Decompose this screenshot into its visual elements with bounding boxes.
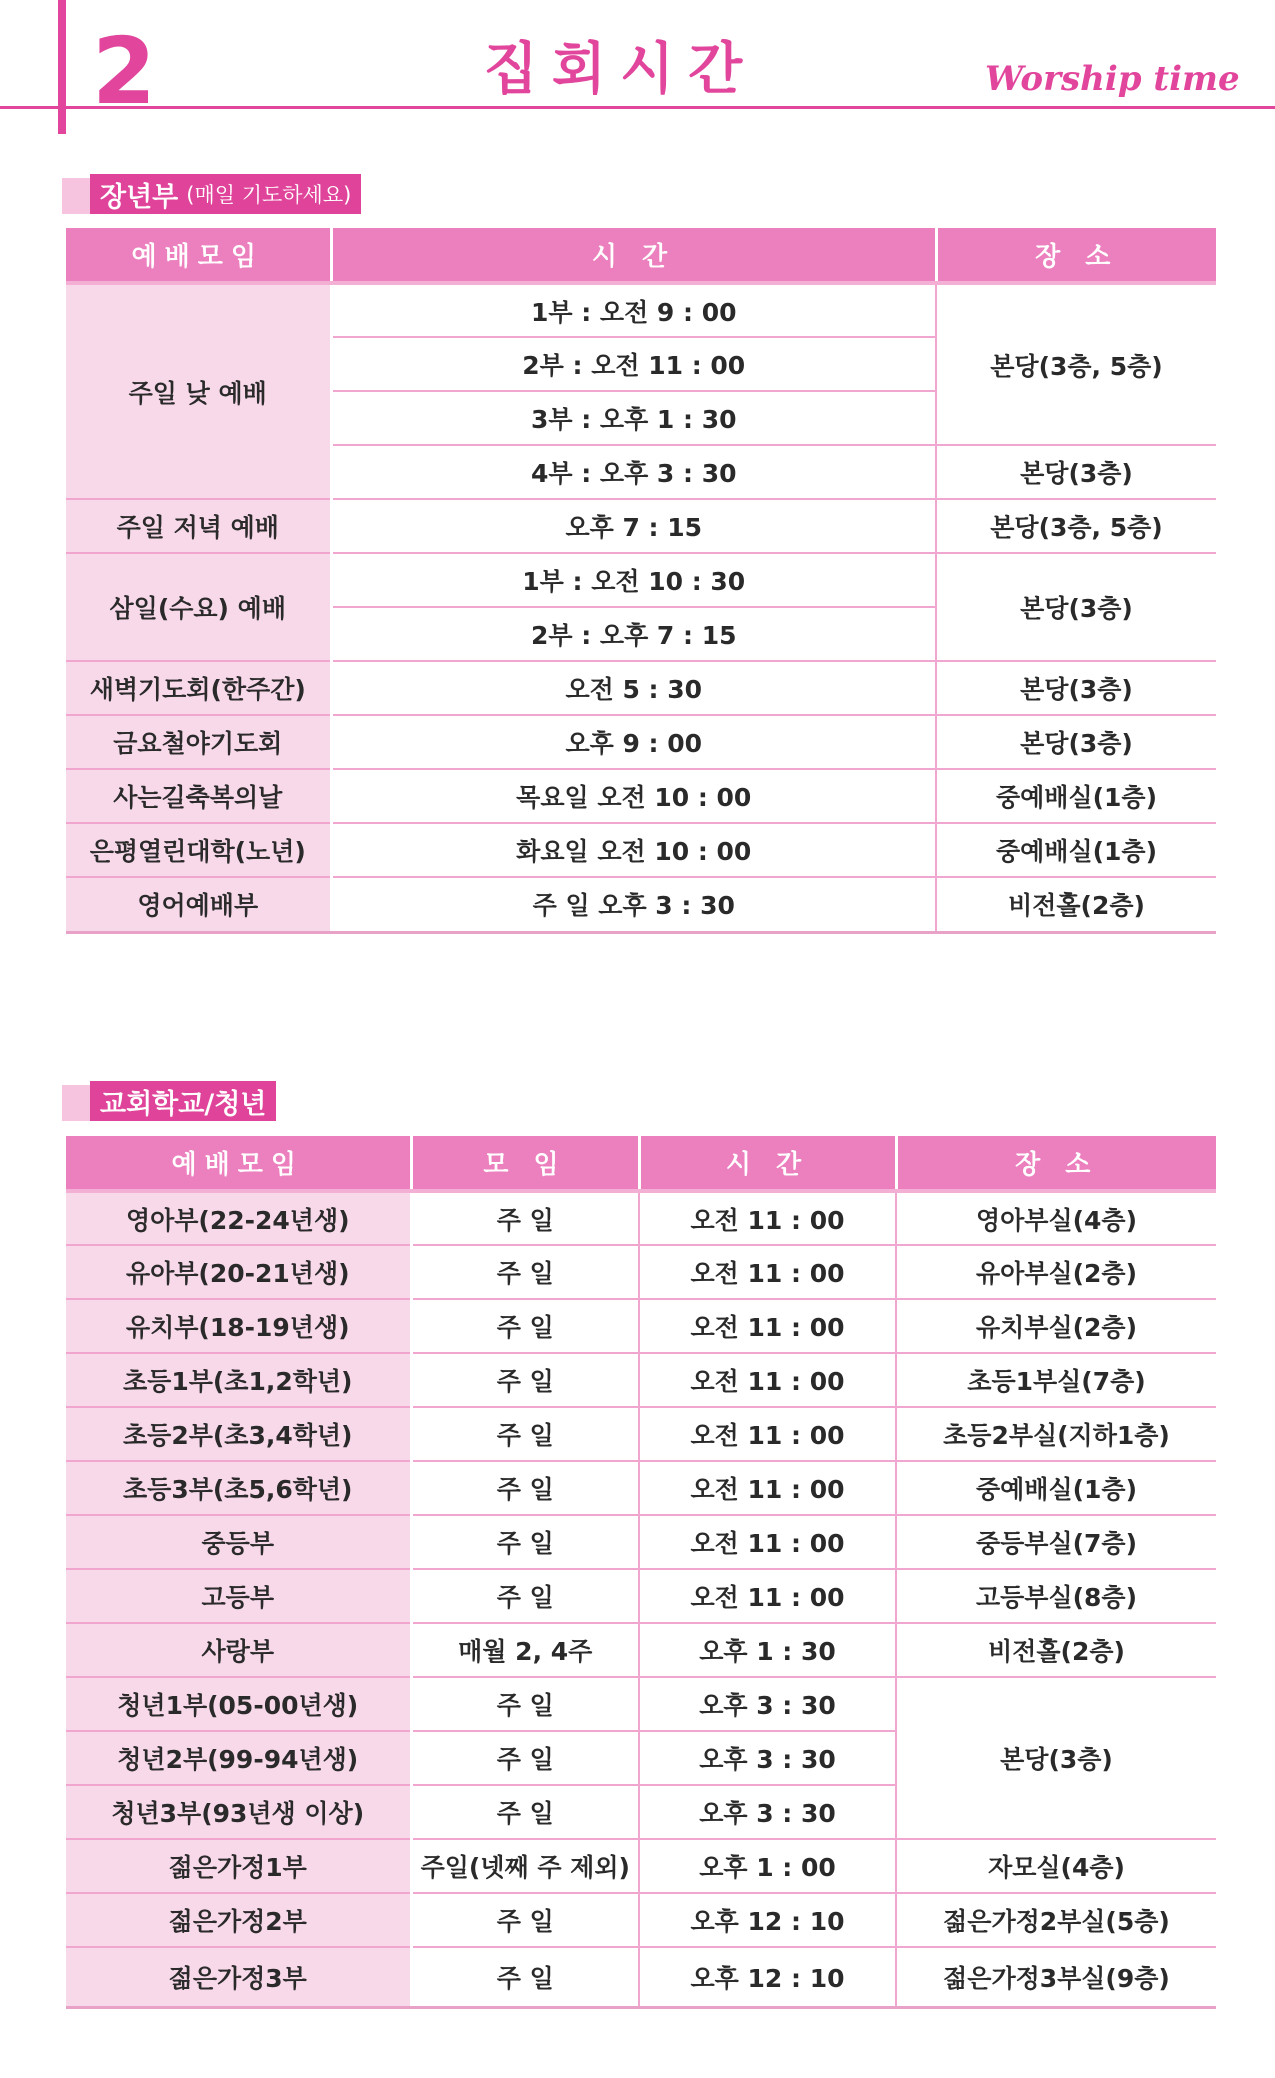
table-row [66, 283, 1216, 337]
table-row [66, 715, 1216, 769]
page-title: 집회시간 [483, 37, 757, 102]
meeting-time: 오전 5 : 30 [331, 661, 936, 715]
meeting-place: 본당(3층) [896, 1677, 1216, 1839]
meeting-place: 본당(3층) [936, 553, 1216, 661]
meeting-place: 본당(3층, 5층) [936, 283, 1216, 445]
table-row [66, 1623, 1216, 1677]
table-row [66, 1245, 1216, 1299]
meeting-name: 초등1부(초1,2학년) [66, 1353, 411, 1407]
meeting-place: 본당(3층) [936, 445, 1216, 499]
meeting-time: 오후 1 : 30 [639, 1623, 896, 1677]
meeting-name: 초등3부(초5,6학년) [66, 1461, 411, 1515]
meeting-time: 화요일 오전 10 : 00 [331, 823, 936, 877]
meeting-name: 삼일(수요) 예배 [66, 553, 331, 661]
col-header-meeting: 예배모임 [66, 228, 331, 283]
meeting-day: 주 일 [411, 1515, 639, 1569]
section-title-adult: 장년부 [100, 181, 179, 213]
meeting-name: 은평열린대학(노년) [66, 823, 331, 877]
meeting-name: 사는길축복의날 [66, 769, 331, 823]
page-number: 2 [92, 18, 157, 125]
col-header-place: 장 소 [896, 1136, 1216, 1191]
meeting-name: 영아부(22-24년생) [66, 1191, 411, 1245]
col-header-time: 시 간 [639, 1136, 896, 1191]
meeting-time: 오후 7 : 15 [331, 499, 936, 553]
section-title-school: 교회학교/청년 [100, 1088, 267, 1120]
header-rule [0, 106, 1275, 109]
meeting-name: 주일 저녁 예배 [66, 499, 331, 553]
meeting-name: 금요철야기도회 [66, 715, 331, 769]
meeting-name: 유치부(18-19년생) [66, 1299, 411, 1353]
meeting-day: 주 일 [411, 1569, 639, 1623]
col-header-time: 시 간 [331, 228, 936, 283]
meeting-time: 오후 3 : 30 [639, 1731, 896, 1785]
meeting-place: 젊은가정2부실(5층) [896, 1893, 1216, 1947]
meeting-time: 2부 : 오전 11 : 00 [331, 337, 936, 391]
meeting-time: 오후 3 : 30 [639, 1785, 896, 1839]
meeting-time: 1부 : 오전 9 : 00 [331, 283, 936, 337]
meeting-name: 젊은가정1부 [66, 1839, 411, 1893]
page-subtitle: Worship time [985, 59, 1240, 99]
meeting-day: 주 일 [411, 1893, 639, 1947]
meeting-time: 오전 11 : 00 [639, 1569, 896, 1623]
meeting-place: 비전홀(2층) [896, 1623, 1216, 1677]
table-row [66, 1515, 1216, 1569]
meeting-name: 청년1부(05-00년생) [66, 1677, 411, 1731]
table-row [66, 1947, 1216, 2007]
meeting-time: 오전 11 : 00 [639, 1407, 896, 1461]
meeting-day: 주 일 [411, 1461, 639, 1515]
section-label-tag [90, 174, 361, 214]
meeting-day: 매월 2, 4주 [411, 1623, 639, 1677]
meeting-place: 초등1부실(7층) [896, 1353, 1216, 1407]
table-row [66, 1299, 1216, 1353]
table-row [66, 661, 1216, 715]
meeting-name: 청년2부(99-94년생) [66, 1731, 411, 1785]
meeting-day: 주 일 [411, 1407, 639, 1461]
meeting-place: 중예배실(1층) [896, 1461, 1216, 1515]
col-header-meeting: 예배모임 [66, 1136, 411, 1191]
meeting-place: 고등부실(8층) [896, 1569, 1216, 1623]
table-row [66, 1569, 1216, 1623]
meeting-time: 오전 11 : 00 [639, 1461, 896, 1515]
section-label-tag [90, 1081, 276, 1121]
meeting-day: 주 일 [411, 1299, 639, 1353]
adult-schedule-table [66, 228, 1216, 934]
school-schedule-table [66, 1136, 1216, 2009]
table-row [66, 553, 1216, 607]
table-row [66, 877, 1216, 932]
meeting-time: 오후 1 : 00 [639, 1839, 896, 1893]
section-note-adult: (매일 기도하세요) [186, 183, 352, 207]
meeting-place: 영아부실(4층) [896, 1191, 1216, 1245]
col-header-place: 장 소 [936, 228, 1216, 283]
meeting-day: 주 일 [411, 1785, 639, 1839]
table-row [66, 1353, 1216, 1407]
col-header-day: 모 임 [411, 1136, 639, 1191]
meeting-place: 유아부실(2층) [896, 1245, 1216, 1299]
meeting-place: 중등부실(7층) [896, 1515, 1216, 1569]
meeting-day: 주 일 [411, 1191, 639, 1245]
meeting-time: 오전 11 : 00 [639, 1299, 896, 1353]
meeting-name: 주일 낮 예배 [66, 283, 331, 499]
meeting-name: 사랑부 [66, 1623, 411, 1677]
meeting-name: 중등부 [66, 1515, 411, 1569]
table-row [66, 1839, 1216, 1893]
meeting-time: 4부 : 오후 3 : 30 [331, 445, 936, 499]
table-row [66, 1893, 1216, 1947]
table-row [66, 1461, 1216, 1515]
meeting-day: 주 일 [411, 1245, 639, 1299]
meeting-time: 오후 12 : 10 [639, 1947, 896, 2007]
meeting-place: 젊은가정3부실(9층) [896, 1947, 1216, 2007]
table-row [66, 769, 1216, 823]
meeting-day: 주 일 [411, 1677, 639, 1731]
meeting-name: 고등부 [66, 1569, 411, 1623]
meeting-time: 오후 9 : 00 [331, 715, 936, 769]
meeting-place: 초등2부실(지하1층) [896, 1407, 1216, 1461]
meeting-time: 주 일 오후 3 : 30 [331, 877, 936, 932]
section-label-shadow [62, 1085, 92, 1121]
meeting-time: 오후 12 : 10 [639, 1893, 896, 1947]
meeting-time: 1부 : 오전 10 : 30 [331, 553, 936, 607]
meeting-place: 유치부실(2층) [896, 1299, 1216, 1353]
school-table-body [66, 1191, 1216, 2007]
meeting-place: 중예배실(1층) [936, 769, 1216, 823]
meeting-name: 유아부(20-21년생) [66, 1245, 411, 1299]
meeting-name: 젊은가정3부 [66, 1947, 411, 2007]
table-row [66, 823, 1216, 877]
meeting-name: 초등2부(초3,4학년) [66, 1407, 411, 1461]
meeting-time: 목요일 오전 10 : 00 [331, 769, 936, 823]
meeting-time: 오전 11 : 00 [639, 1191, 896, 1245]
meeting-name: 청년3부(93년생 이상) [66, 1785, 411, 1839]
meeting-time: 오후 3 : 30 [639, 1677, 896, 1731]
meeting-time: 오전 11 : 00 [639, 1353, 896, 1407]
meeting-name: 젊은가정2부 [66, 1893, 411, 1947]
meeting-time: 오전 11 : 00 [639, 1245, 896, 1299]
section-label-shadow [62, 178, 92, 214]
meeting-place: 자모실(4층) [896, 1839, 1216, 1893]
meeting-day: 주 일 [411, 1353, 639, 1407]
meeting-day: 주일(넷째 주 제외) [411, 1839, 639, 1893]
meeting-time: 3부 : 오후 1 : 30 [331, 391, 936, 445]
table-row [66, 1191, 1216, 1245]
meeting-place: 본당(3층, 5층) [936, 499, 1216, 553]
meeting-place: 비전홀(2층) [936, 877, 1216, 932]
meeting-name: 영어예배부 [66, 877, 331, 932]
meeting-place: 본당(3층) [936, 715, 1216, 769]
meeting-time: 2부 : 오후 7 : 15 [331, 607, 936, 661]
table-row [66, 499, 1216, 553]
meeting-place: 본당(3층) [936, 661, 1216, 715]
meeting-day: 주 일 [411, 1947, 639, 2007]
meeting-time: 오전 11 : 00 [639, 1515, 896, 1569]
table-header-row [66, 228, 1216, 283]
meeting-day: 주 일 [411, 1731, 639, 1785]
meeting-place: 중예배실(1층) [936, 823, 1216, 877]
meeting-name: 새벽기도회(한주간) [66, 661, 331, 715]
table-header-row [66, 1136, 1216, 1191]
table-row [66, 1677, 1216, 1731]
header-vertical-bar [58, 0, 66, 134]
table-row [66, 1407, 1216, 1461]
